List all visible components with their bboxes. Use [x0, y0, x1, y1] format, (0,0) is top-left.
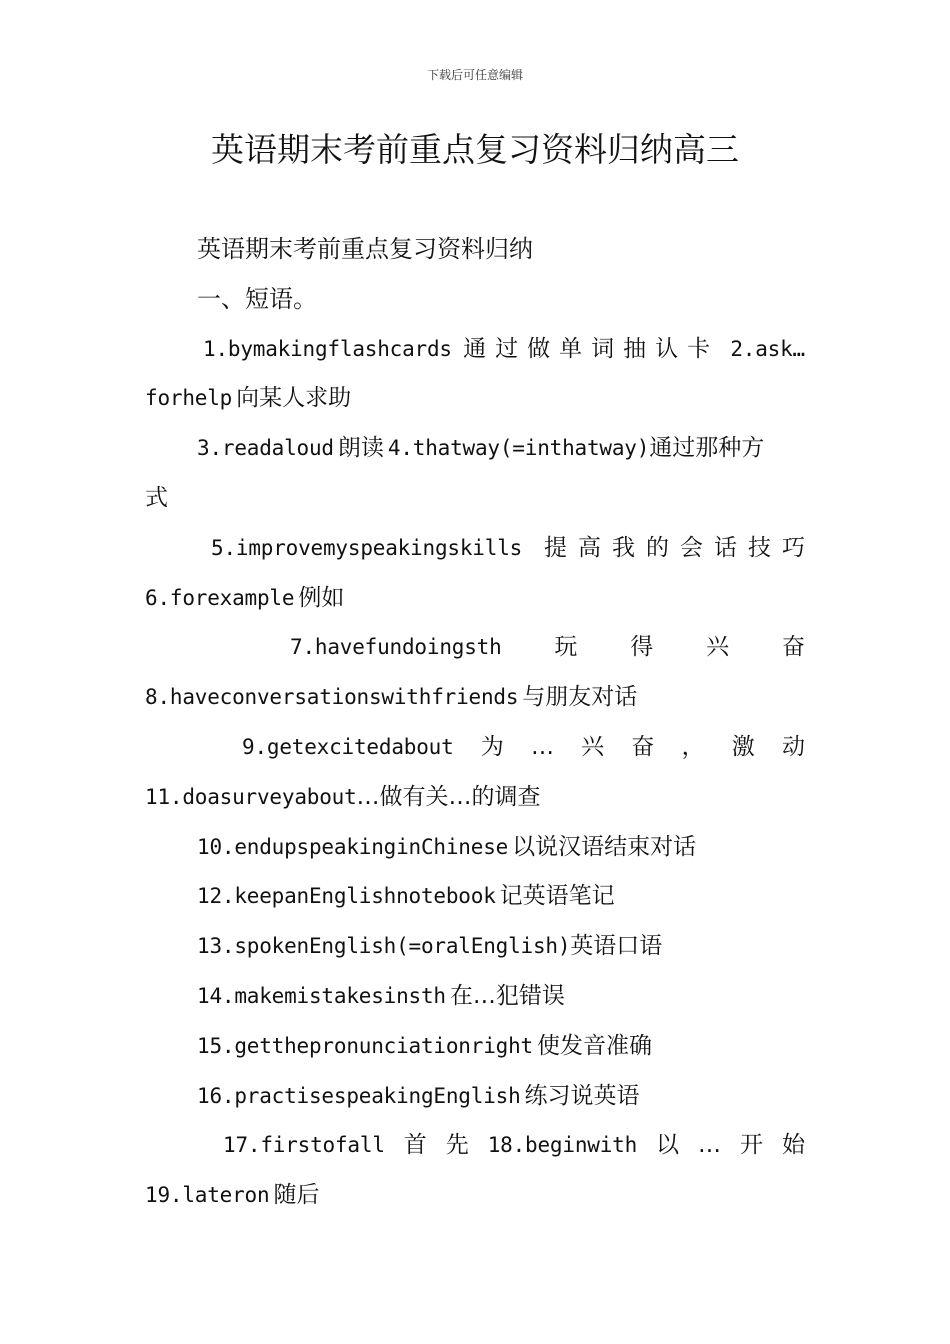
list-item: [145, 673, 805, 723]
section-heading: 一、短语。: [197, 284, 317, 313]
list-item: [145, 773, 805, 823]
phrase-en: 11.doasurveyabout: [145, 784, 357, 809]
phrase-en: 12.keepanEnglishnotebook: [197, 884, 496, 909]
phrase-cn: …: [530, 733, 554, 760]
header-note: 下载后可任意编辑: [426, 68, 523, 82]
phrase-en: forhelp: [145, 386, 233, 411]
list-item: [145, 623, 805, 673]
phrase-en: 5.improvemyspeakingskills: [211, 535, 523, 560]
phrase-cn: 朗读: [337, 435, 384, 462]
phrase-cn: 随后: [273, 1182, 320, 1209]
phrase-en: 2.ask…: [730, 336, 805, 361]
phrase-cn: 始: [781, 1132, 805, 1159]
phrase-en: 13.spokenEnglish(=oralEnglish): [197, 934, 571, 959]
phrase-en: 1.bymakingflashcards: [203, 336, 452, 361]
phrase-cn: 激: [731, 733, 755, 760]
list-item: [145, 723, 805, 773]
phrase-cn: 奋: [781, 634, 805, 661]
phrase-cn: 向某人求助: [236, 385, 352, 412]
list-item: [145, 1072, 805, 1122]
phrase-cn: …做有关…的调查: [356, 783, 541, 810]
phrase-cn: 首: [403, 1132, 427, 1159]
phrase-en: 8.haveconversationswithfriends: [145, 685, 519, 710]
list-item: [145, 1121, 805, 1171]
phrase-cn: 动: [781, 733, 805, 760]
list-item: [145, 325, 805, 375]
phrase-cn: 例如: [298, 584, 345, 611]
phrase-cn: 以说汉语结束对话: [512, 833, 697, 860]
phrase-en: 7.havefundoingsth: [290, 635, 502, 660]
phrase-cn: …: [698, 1132, 722, 1159]
phrase-cn: 为: [480, 733, 504, 760]
intro-line: 英语期末考前重点复习资料归纳: [197, 235, 533, 263]
phrase-cn: 得: [630, 634, 654, 661]
phrase-en: 15.getthepronunciationright: [197, 1033, 533, 1058]
phrase-cn: 先: [445, 1132, 469, 1159]
phrase-cn: 以: [656, 1132, 680, 1159]
phrase-en: 6.forexample: [145, 585, 295, 610]
phrase-cn: 英语口语: [570, 933, 663, 960]
list-item: [145, 872, 805, 922]
phrase-en: 16.practisespeakingEnglish: [197, 1083, 521, 1108]
document-body: [145, 225, 816, 1221]
phrase-cn: 通过做单词抽认卡: [463, 335, 720, 362]
phrase-en: 17.firstofall: [223, 1133, 385, 1158]
phrase-cn: 开: [740, 1132, 763, 1159]
phrase-en: 10.endupspeakinginChinese: [197, 834, 509, 859]
list-item: [145, 374, 805, 424]
list-item: [145, 922, 805, 972]
list-item: [145, 524, 816, 574]
list-item: 式: [145, 484, 168, 511]
phrase-cn: 在…犯错误: [449, 982, 565, 1009]
phrase-cn: 使发音准确: [536, 1032, 652, 1059]
phrase-cn: 玩: [554, 634, 578, 661]
phrase-cn: 与朋友对话: [522, 684, 638, 711]
phrase-en: 19.lateron: [145, 1183, 270, 1208]
phrase-cn: 奋: [631, 733, 655, 760]
phrase-cn: 兴: [706, 634, 730, 661]
phrase-en: 18.beginwith: [487, 1133, 638, 1158]
list-item: [145, 823, 805, 873]
phrase-cn: 提高我的会话技巧: [544, 534, 816, 561]
list-item: [145, 424, 805, 474]
phrase-cn: 记英语笔记: [499, 883, 615, 910]
phrase-en: 9.getexcitedabout: [242, 734, 454, 759]
list-item: [145, 1022, 805, 1072]
list-item: [145, 972, 805, 1022]
list-item: [145, 1171, 805, 1221]
phrase-en: 4.thatway(=inthatway): [387, 436, 650, 461]
list-item: [145, 574, 805, 624]
phrase-cn: 练习说英语: [524, 1082, 640, 1109]
phrase-cn: 兴: [581, 733, 605, 760]
phrase-cn: 通过那种方: [649, 435, 765, 462]
phrase-en: 14.makemistakesinsth: [197, 983, 446, 1008]
document-title: 英语期末考前重点复习资料归纳高三: [211, 130, 739, 169]
phrase-cn: ，: [681, 733, 705, 760]
phrase-en: 3.readaloud: [197, 436, 334, 461]
